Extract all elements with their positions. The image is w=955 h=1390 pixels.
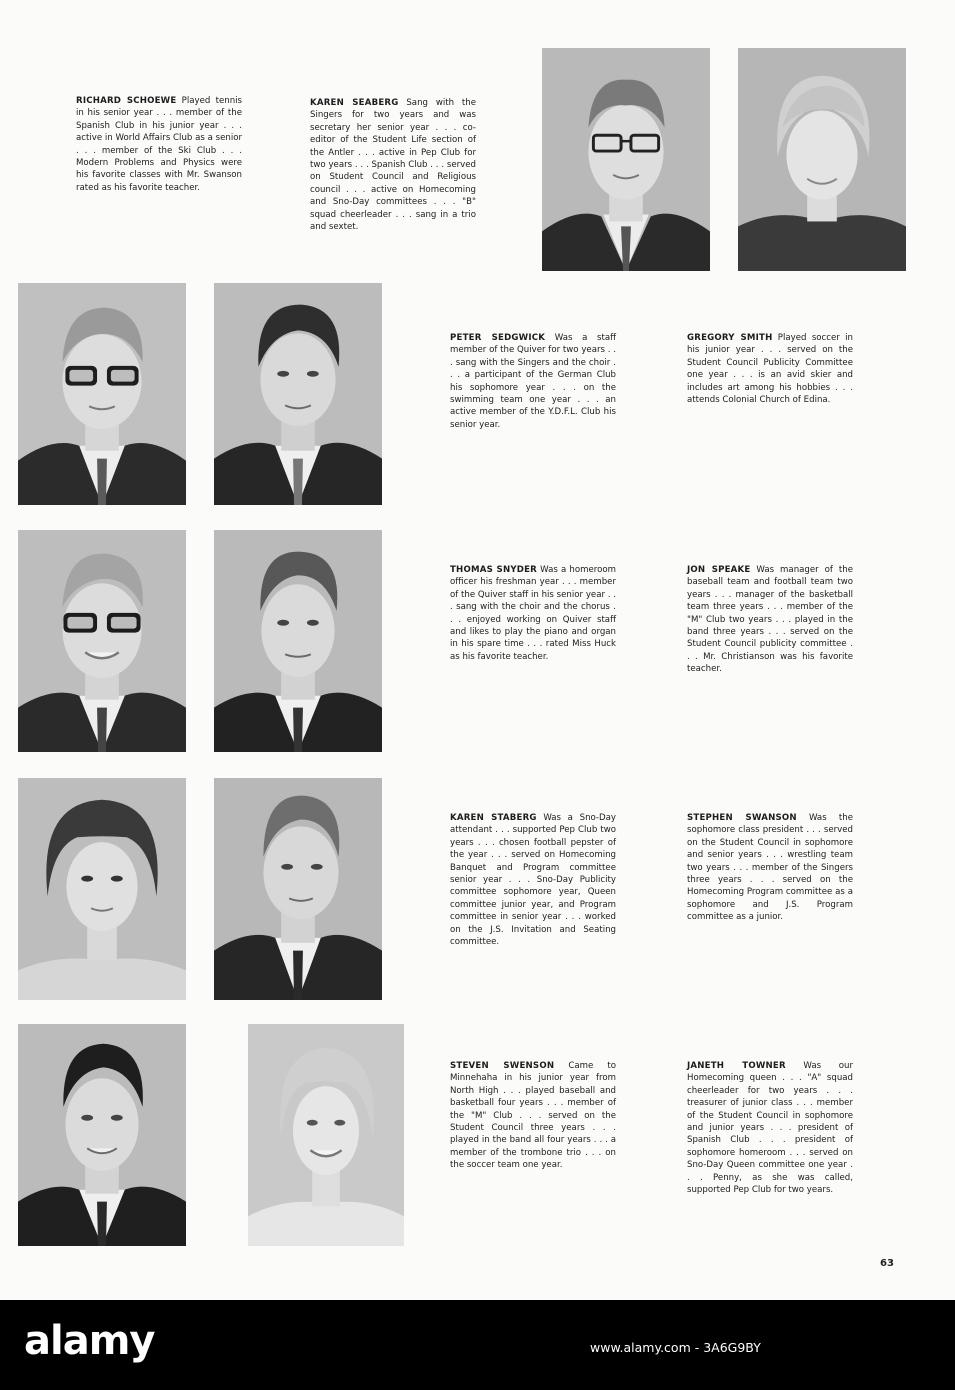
bio-text: Came to Minnehaha in his junior year from North High . . . played baseball and basketball four years . . . member of the "M" Club . . . served on the Student Council three years . . . played in the band all four years . . . a member of the trombone trio . . . on the soccer team one year. xyxy=(450,1061,616,1171)
bio-janeth-towner xyxy=(687,1060,853,1196)
bio-richard-schoewe xyxy=(76,95,242,194)
bio-name: THOMAS SNYDER xyxy=(450,565,537,575)
portrait-photo-steven-swenson xyxy=(18,1024,186,1246)
bio-text: Was the sophomore class president . . . served on the Student Council in sophomore and senior years . . . wrestling team two years . . . member of the Singers three years . . . served on the Homecoming Program committee as a sophomore and J.S. Program committee as a junior. xyxy=(687,813,853,923)
bio-name: JANETH TOWNER xyxy=(687,1061,786,1071)
bio-name: KAREN STABERG xyxy=(450,813,537,823)
bio-name: RICHARD SCHOEWE xyxy=(76,96,177,106)
portrait-photo-stephen-swanson xyxy=(214,778,382,1000)
stock-image-credit: www.alamy.com - 3A6G9BY xyxy=(590,1340,761,1355)
bio-text: Played tennis in his senior year . . . member of the Spanish Club in his junior year . . . active in World Affairs Club as a senior . . . member of the Ski Club . . . Modern Problems and Physics were his favorite classes with Mr. Swanson rated as his favorite teacher. xyxy=(76,96,243,193)
bio-karen-seaberg xyxy=(310,97,476,233)
portrait-photo-thomas-snyder xyxy=(18,530,186,752)
bio-karen-staberg xyxy=(450,812,616,948)
bio-steven-swenson xyxy=(450,1060,616,1172)
bio-name: PETER SEDGWICK xyxy=(450,333,546,343)
stock-logo: alamy xyxy=(24,1318,155,1364)
bio-stephen-swanson xyxy=(687,812,853,924)
page-number: 63 xyxy=(880,1258,894,1269)
bio-text: Played soccer in his junior year . . . served on the Student Council Publicity Committee one year . . . is an avid skier and includes art among his hobbies . . . attends Colonial Church of Edina. xyxy=(687,333,853,406)
bio-text: Was a Sno-Day attendant . . . supported Pep Club two years . . . chosen football pepster of the year . . . served on Homecoming Banquet and Program committee senior year . . . Sno-Day Publicity committee sophomore year, Queen committee junior year, and Program committee in senior year . . . worked on the J.S. Invitation and Seating committee. xyxy=(450,813,616,948)
bio-name: STEPHEN SWANSON xyxy=(687,813,797,823)
bio-text: Was our Homecoming queen . . . "A" squad cheerleader for two years . . . treasurer of junior class . . . member of the Student Council in sophomore and junior years . . . president of Spanish Club . . . president of sophomore homeroom . . . served on Sno-Day Queen committee one year . . . Penny, as she was called, supported Pep Club for two years. xyxy=(687,1061,853,1196)
portrait-photo-janeth-towner xyxy=(248,1024,404,1246)
bio-gregory-smith xyxy=(687,332,853,406)
portrait-photo-gregory-smith xyxy=(214,283,382,505)
bio-name: JON SPEAKE xyxy=(687,565,751,575)
portrait-photo-richard-schoewe xyxy=(542,48,710,271)
portrait-photo-peter-sedgwick xyxy=(18,283,186,505)
bio-thomas-snyder xyxy=(450,564,616,663)
bio-peter-sedgwick xyxy=(450,332,616,431)
bio-jon-speake xyxy=(687,564,853,676)
bio-text: Sang with the Singers for two years and was secretary her senior year . . . co-editor of the Student Life section of the Antler . . . active in Pep Club for two years . . . Spanish Club . . . served on Student Council and Religious council . . . active on Homecoming and Sno-Day committees . . . "B" squad cheerleader . . . sang in a trio and sextet. xyxy=(310,98,476,233)
bio-text: Was manager of the baseball team and football team two years . . . manager of the basketball team three years . . . member of the "M" Club two years . . . played in the band three years . . . served on the Student Council publicity committee . . . Mr. Christianson was his favorite teacher. xyxy=(687,565,853,675)
bio-name: GREGORY SMITH xyxy=(687,333,773,343)
bio-name: KAREN SEABERG xyxy=(310,98,399,108)
portrait-photo-karen-staberg xyxy=(18,778,186,1000)
bio-text: Was a staff member of the Quiver for two years . . . sang with the Singers and the choir . . . a participant of the German Club his sophomore year . . . on the swimming team one year . . . an active member of the Y.D.F.L. Club his senior year. xyxy=(450,333,617,430)
portrait-photo-jon-speake xyxy=(214,530,382,752)
portrait-photo-karen-seaberg xyxy=(738,48,906,271)
bio-name: STEVEN SWENSON xyxy=(450,1061,555,1071)
bio-text: Was a homeroom officer his freshman year . . . member of the Quiver staff in his senior year . . . sang with the choir and the chorus . . . enjoyed working on Quiver staff and likes to play the piano and organ in his spare time . . . rated Miss Huck as his favorite teacher. xyxy=(450,565,616,662)
